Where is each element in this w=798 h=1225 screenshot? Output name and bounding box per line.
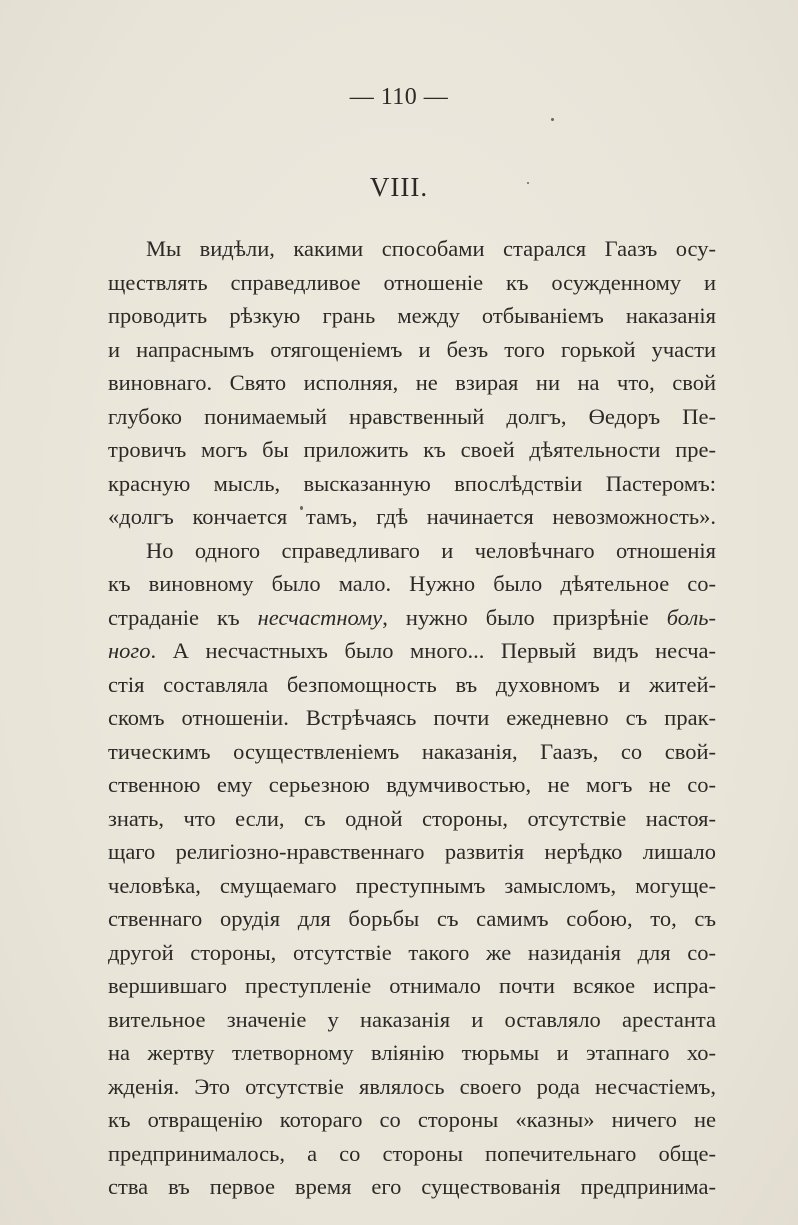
text-line: красную мысль, высказанную впослѣдствіи Пастеромъ: (108, 470, 716, 496)
text-line: проводить рѣзкую грань между отбываніемъ наказанія (108, 303, 716, 328)
text-line: вительное значеніе у наказанія и оставляло арестанта (108, 1006, 716, 1032)
text-line: и напраснымъ отягощеніемъ и безъ того горькой участи (108, 336, 716, 362)
text-line: къ отвращенію котораго со стороны «казны» ничего не (108, 1107, 716, 1132)
text-line: знать, что если, съ одной стороны, отсутствіе настоя- (108, 805, 716, 831)
text-line: ства въ первое время его существованія предпринима- (108, 1174, 716, 1199)
text-line (108, 601, 716, 635)
text-line: предпринималось, а со стороны попечительнаго обще- (108, 1140, 716, 1166)
ink-speck (551, 118, 554, 121)
italic-emphasis: ного (108, 638, 151, 663)
text-line: на жертву тлетворному вліянію тюрьмы и этапнаго хо- (108, 1040, 716, 1065)
text-line: Мы видѣли, какими способами старался Гаазъ осу- (146, 236, 716, 261)
body-text (108, 232, 716, 1204)
text-line: къ виновному было мало. Нужно было дѣятельное со- (108, 571, 716, 596)
text-line: ственнаго орудія для борьбы съ самимъ собою, то, съ (108, 906, 716, 931)
text-run: страданіе къ (108, 604, 258, 630)
text-line: Но одного справедливаго и человѣчнаго отношенія (146, 537, 716, 563)
text-line: виновнаго. Свято исполняя, не взирая ни на что, свой (108, 370, 716, 395)
italic-emphasis: боль- (666, 604, 716, 630)
text-run: . А несчастныхъ было много... Первый видъ несча- (150, 638, 716, 663)
text-line: тическимъ осуществленіемъ наказанія, Гаазъ, со свой- (108, 738, 716, 764)
text-line: жденія. Это отсутствіе являлось своего рода несчастіемъ, (108, 1073, 716, 1099)
text-line: ществлять справедливое отношеніе къ осужденному и (108, 269, 716, 295)
text-line: тровичъ могъ бы приложить къ своей дѣятельности пре- (108, 437, 716, 462)
text-line: глубоко понимаемый нравственный долгъ, Өедоръ Пе- (108, 403, 716, 429)
page-number: — 110 — (349, 84, 449, 110)
text-line: вершившаго преступленіе отнимало почти всякое испра- (108, 973, 716, 998)
text-run: , нужно было призрѣніе (382, 604, 667, 630)
text-line (108, 634, 716, 668)
text-line: другой стороны, отсутствіе такого же назиданія для со- (108, 939, 716, 965)
text-line: ственною ему серьезною вдумчивостью, не могъ не со- (108, 772, 716, 797)
text-line: человѣка, смущаемаго преступнымъ замысломъ, могуще- (108, 872, 716, 898)
text-line: скомъ отношеніи. Встрѣчаясь почти ежедневно съ прак- (108, 705, 716, 730)
chapter-heading: VIII. (369, 172, 429, 202)
italic-emphasis: несчастному (257, 604, 383, 630)
text-line: «долгъ кончается тамъ, гдѣ начинается невозможность». (108, 504, 716, 529)
text-line: щаго религіозно-нравственнаго развитія нерѣдко лишало (108, 839, 716, 864)
text-line: стія составляла безпомощность въ духовномъ и житей- (108, 671, 716, 697)
